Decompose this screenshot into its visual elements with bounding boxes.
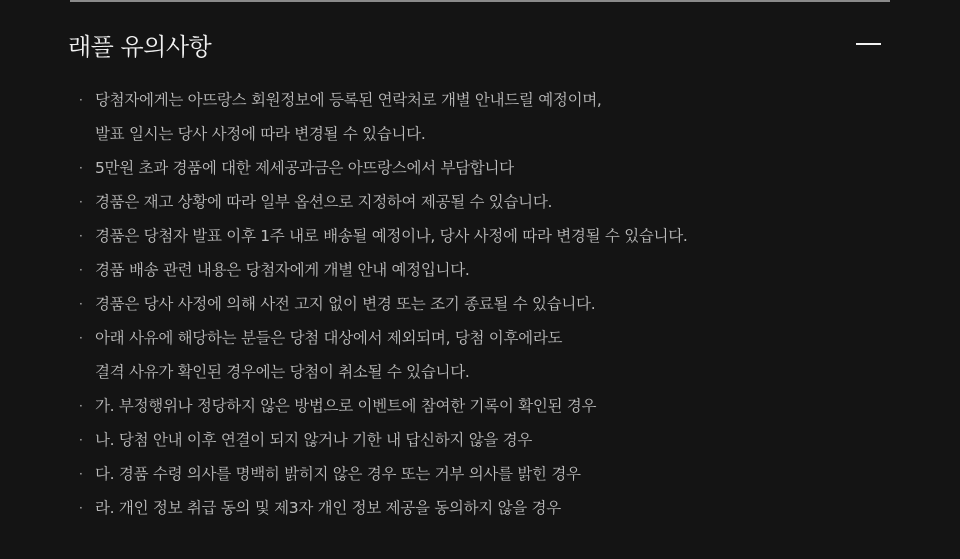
notice-item xyxy=(79,389,688,423)
notice-text: 가. 부정행위나 정당하지 않은 방법으로 이벤트에 참여한 기록이 확인된 경우 xyxy=(95,397,597,415)
notice-item xyxy=(79,83,688,151)
collapse-toggle-button[interactable] xyxy=(855,31,881,57)
notice-text: 5만원 초과 경품에 대한 제세공과금은 아뜨랑스에서 부담합니다 xyxy=(95,159,514,177)
section-divider xyxy=(70,0,890,2)
notice-text: 경품은 당첨자 발표 이후 1주 내로 배송될 예정이나, 당사 사정에 따라 변경될 수 있습니다. xyxy=(95,227,688,245)
notice-text: 경품은 당사 사정에 의해 사전 고지 없이 변경 또는 조기 종료될 수 있습니다. xyxy=(95,295,596,313)
minus-icon xyxy=(856,43,881,45)
notice-item xyxy=(79,491,688,525)
notice-item xyxy=(79,457,688,491)
bullet-icon: · xyxy=(79,263,83,277)
bullet-icon: · xyxy=(79,195,83,209)
notice-item xyxy=(79,219,688,253)
notice-text: 경품은 재고 상황에 따라 일부 옵션으로 지정하여 제공될 수 있습니다. xyxy=(95,193,553,211)
notice-text: 라. 개인 정보 취급 동의 및 제3자 개인 정보 제공을 동의하지 않을 경우 xyxy=(95,499,561,517)
bullet-icon: · xyxy=(79,433,83,447)
notice-item xyxy=(79,321,688,389)
bullet-icon: · xyxy=(79,501,83,515)
notice-text: 다. 경품 수령 의사를 명백히 밝히지 않은 경우 또는 거부 의사를 밝힌 경우 xyxy=(95,465,581,483)
notice-list xyxy=(79,83,688,525)
bullet-icon: · xyxy=(79,331,83,345)
notice-item xyxy=(79,185,688,219)
bullet-icon: · xyxy=(79,399,83,413)
notice-text: 당첨자에게는 아뜨랑스 회원정보에 등록된 연락처로 개별 안내드릴 예정이며, 발표 일시는 당사 사정에 따라 변경될 수 있습니다. xyxy=(95,91,602,143)
notice-item xyxy=(79,253,688,287)
bullet-icon: · xyxy=(79,297,83,311)
notice-text: 경품 배송 관련 내용은 당첨자에게 개별 안내 예정입니다. xyxy=(95,261,470,279)
bullet-icon: · xyxy=(79,229,83,243)
notice-item xyxy=(79,287,688,321)
bullet-icon: · xyxy=(79,161,83,175)
section-title: 래플 유의사항 xyxy=(68,32,212,61)
notice-item xyxy=(79,423,688,457)
bullet-icon: · xyxy=(79,93,83,107)
notice-text: 아래 사유에 해당하는 분들은 당첨 대상에서 제외되며, 당첨 이후에라도 결격 사유가 확인된 경우에는 당첨이 취소될 수 있습니다. xyxy=(95,329,563,381)
raffle-notice-accordion-header[interactable] xyxy=(68,24,883,64)
notice-item xyxy=(79,151,688,185)
notice-text: 나. 당첨 안내 이후 연결이 되지 않거나 기한 내 답신하지 않을 경우 xyxy=(95,431,533,449)
bullet-icon: · xyxy=(79,467,83,481)
